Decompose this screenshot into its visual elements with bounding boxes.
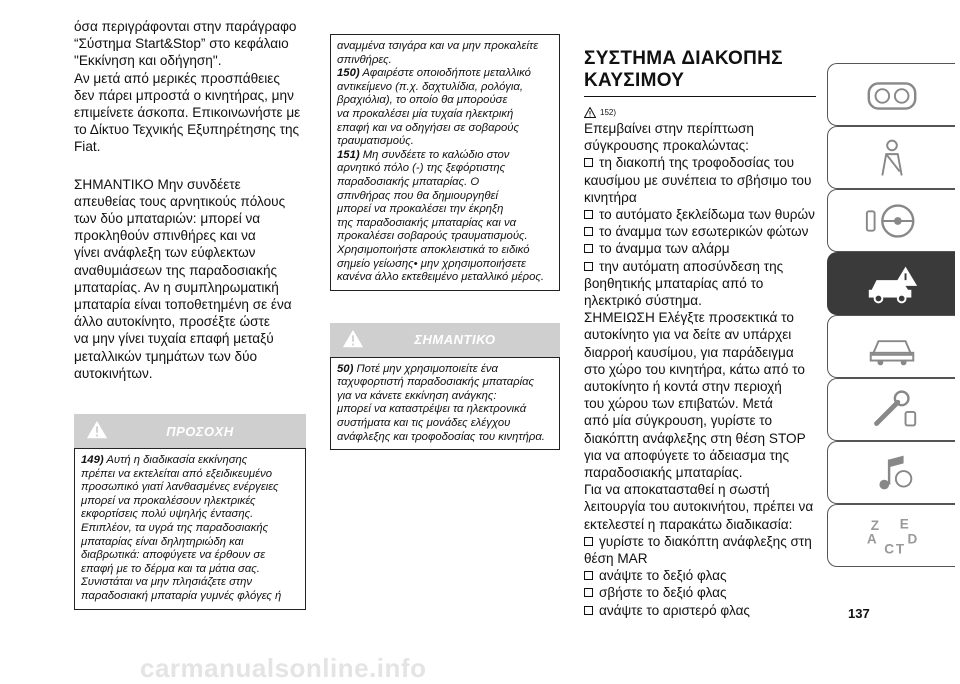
text-line: σύγκρουσης προκαλώντας: — [584, 138, 749, 154]
warning-triangle-icon — [584, 107, 596, 118]
list-item — [584, 292, 816, 309]
callout-text: διαβρωτικά: αποφύγετε να έρθουν σε — [81, 549, 266, 562]
text-line: μπαταρίας. Αν η συμπληρωματική — [74, 279, 279, 295]
text-line: αυτοκίνητο ή κοντά στην περιοχή — [584, 379, 782, 395]
page-number: 137 — [848, 606, 870, 621]
car-service-icon — [863, 325, 921, 369]
list-item-text: ηλεκτρικό σύστημα. — [584, 293, 702, 309]
list-item-text: γυρίστε το διακόπτη ανάφλεξης στη — [599, 533, 812, 549]
text-line: μπαταρία είναι τοποθετημένη σε ένα — [74, 297, 292, 313]
column-3 — [584, 48, 816, 619]
callout-text: βραχιόλια), το οποίο θα μπορούσε — [337, 94, 508, 107]
text-line: για να αποφύγετε το άδειασμα της — [584, 447, 790, 463]
section-body — [584, 120, 816, 619]
callout-text: σπινθήρες. — [337, 53, 392, 66]
callout-text: να προκαλέσει μία τυχαία ηλεκτρική — [337, 107, 514, 120]
callout-text: ανάφλεξης και τροφοδοσίας του κινητήρα. — [337, 430, 545, 443]
callout-text: επαφή και να οδηγήσει σε σοβαρούς — [337, 121, 519, 134]
section-title — [584, 48, 816, 97]
list-item-text: ανάψτε το δεξιό φλας — [599, 568, 727, 584]
text-line: γίνει ανάφλεξη των εύφλεκτων — [74, 245, 256, 261]
checkbox-icon — [584, 244, 593, 253]
index-letter: T — [895, 540, 904, 556]
callout-line — [81, 590, 299, 604]
callout-line — [81, 563, 299, 577]
text-line: αυτοκινήτων. — [74, 365, 153, 381]
text-line: των δύο μπαταριών: μπορεί να — [74, 211, 261, 227]
list-item — [584, 533, 816, 550]
callout-line — [81, 481, 299, 495]
list-item-text: το άναμμα των εσωτερικών φώτων — [599, 224, 809, 240]
text-line: από μία σύγκρουση, γυρίστε το — [584, 413, 773, 429]
tab-index[interactable] — [827, 504, 955, 567]
index-letter: E — [899, 515, 909, 531]
callout-text: Επιπλέον, τα υγρά της παραδοσιακής — [81, 522, 269, 535]
seatbelt-icon — [863, 136, 921, 180]
text-line: Για να αποκατασταθεί η σωστή — [584, 482, 770, 498]
callout-line — [81, 549, 299, 563]
important-box — [330, 323, 560, 451]
intro-paragraph — [74, 18, 306, 156]
callout-line — [337, 244, 553, 258]
text-line: αναθυμιάσεων της παραδοσιακής — [74, 262, 278, 278]
text-line: αυτοκίνητο για να δείτε αν υπάρχει — [584, 327, 792, 343]
text-line: επιμείνετε άσκοπα. Επικοινωνήστε με — [74, 105, 301, 121]
callout-line — [337, 230, 553, 244]
callout-text: κανένα άλλο εκτεθειμένο μεταλλικό μέρος. — [337, 271, 545, 284]
caution-title: ΠΡΟΣΟΧΗ — [166, 423, 234, 439]
text-line: παραδοσιακής μπαταρίας. — [584, 465, 743, 481]
callout-line — [337, 217, 553, 231]
callout-text: σπινθήρας που θα δημιουργηθεί — [337, 189, 498, 202]
text-line: διακόπτη ανάφλεξης στη θέση STOP — [584, 430, 806, 446]
callout-line — [81, 522, 299, 536]
list-item — [584, 584, 816, 601]
callout-text: Αυτή η διαδικασία εκκίνησης — [106, 454, 248, 467]
text-line: στο χώρο του κινητήρα, κάτω από το — [584, 361, 805, 377]
list-item — [584, 550, 816, 567]
callout-line — [337, 162, 553, 176]
callout-line — [81, 495, 299, 509]
callout-line — [337, 81, 553, 95]
callout-line — [337, 94, 553, 108]
index-letter: A — [866, 531, 877, 547]
checkbox-icon — [584, 588, 593, 597]
callout-text: προκαλέσει σοβαρούς τραυματισμούς. — [337, 230, 528, 243]
text-line: δεν πάρει μπροστά ο κινητήρας, μην — [74, 87, 294, 103]
callout-line — [337, 403, 553, 417]
list-item — [584, 172, 816, 189]
callout-text: Χρησιμοποιήστε αποκλειστικά το ειδικό — [337, 243, 530, 256]
dashboard-icon — [863, 73, 921, 117]
list-item-text: την αυτόματη αποσύνδεση της — [599, 258, 784, 274]
alphabet-index-icon — [863, 514, 921, 558]
note-number: 150) — [337, 67, 360, 80]
text-line: να μην γίνει τυχαία επαφή μεταξύ — [74, 331, 274, 347]
callout-line — [337, 176, 553, 190]
tab-driving[interactable] — [827, 189, 955, 252]
list-item-text: καυσίμου με συνέπεια το σβήσιμο του — [584, 172, 812, 188]
callout-line — [337, 108, 553, 122]
text-line: του χώρου των επιβατών. Μετά — [584, 396, 773, 412]
callout-line — [81, 508, 299, 522]
callout-line — [337, 258, 553, 272]
text-line: “Σύστημα Start&Stop” στο κεφάλαιο — [74, 36, 289, 52]
list-item — [584, 567, 816, 584]
section-title-line: ΚΑΥΣΙΜΟΥ — [584, 70, 685, 91]
watermark: carmanualsonline.info — [140, 653, 427, 683]
caution-box — [74, 414, 306, 610]
text-line: "Εκκίνηση και οδήγηση". — [74, 53, 222, 69]
callout-text: επαφή με το δέρμα και τα μάτια σας. — [81, 562, 260, 575]
reference-line — [584, 107, 816, 118]
text-line: Επεμβαίνει στην περίπτωση — [584, 121, 754, 136]
list-item — [584, 206, 816, 223]
callout-line — [337, 376, 553, 390]
callout-text: Συνιστάται να μην πλησιάζετε στην — [81, 576, 253, 589]
callout-text: σημείο γείωσης• μην χρησιμοποιήσετε — [337, 257, 526, 270]
text-line: προκληθούν σπινθήρες και να — [74, 228, 256, 244]
list-item — [584, 240, 816, 257]
caution-text — [74, 448, 306, 610]
section-title-line: ΣΥΣΤΗΜΑ ΔΙΑΚΟΠΗΣ — [584, 48, 783, 69]
callout-text: Αφαιρέστε οποιοδήποτε μεταλλικό — [362, 67, 531, 80]
callout-line — [81, 536, 299, 550]
callout-text: μπαταρίας είναι δηλητηριώδη και — [81, 535, 244, 548]
caution-header — [74, 414, 306, 448]
index-letter: Z — [870, 517, 879, 533]
callout-text: για να κάνετε εκκίνηση ανάγκης: — [337, 389, 497, 402]
text-line: το Δίκτυο Τεχνικής Εξυπηρέτησης της — [74, 122, 300, 138]
list-item — [584, 602, 816, 619]
callout-line — [81, 454, 299, 468]
callout-line — [81, 468, 299, 482]
callout-text: τραυματισμούς. — [337, 135, 414, 148]
tab-multimedia[interactable] — [827, 441, 955, 504]
list-item-text: το αυτόματο ξεκλείδωμα των θυρών — [599, 207, 815, 223]
checkbox-icon — [584, 227, 593, 236]
list-item — [584, 189, 816, 206]
important-text — [330, 357, 560, 451]
important-header — [330, 323, 560, 357]
callout-line — [337, 271, 553, 285]
callout-text: μπορεί να προκαλέσει την έκρηξη — [337, 203, 504, 216]
callout-text: μπορεί να προκαλέσουν ηλεκτρικές — [81, 494, 256, 507]
callout-line — [337, 54, 553, 68]
index-letter: D — [906, 531, 917, 547]
wrench-icon — [863, 388, 921, 432]
callout-text: συστήματα και τις μονάδες ελέγχου — [337, 417, 511, 430]
callout-text: ταχυφορτιστή παραδοσιακής μπαταρίας — [337, 376, 535, 389]
checkbox-icon — [584, 571, 593, 580]
callout-line — [337, 417, 553, 431]
checkbox-icon — [584, 537, 593, 546]
callout-text: προσωπικό γιατί λανθασμένες ενέργειες — [81, 481, 279, 494]
callout-line — [337, 203, 553, 217]
list-item — [584, 275, 816, 292]
callout-text: εκφορτίσεις πολύ υψηλής έντασης. — [81, 508, 254, 521]
text-line: εκτελεστεί η παρακάτω διαδικασία: — [584, 516, 793, 532]
text-line: όσα περιγράφονται στην παράγραφο — [74, 19, 297, 34]
checkbox-icon — [584, 158, 593, 167]
index-letter: C — [883, 540, 894, 556]
tab-dashboard[interactable] — [827, 63, 955, 126]
callout-text: της παραδοσιακής μπαταρίας και να — [337, 216, 517, 229]
checkbox-icon — [584, 210, 593, 219]
steering-wheel-icon — [863, 199, 921, 243]
tab-maintenance[interactable] — [827, 315, 955, 378]
callout-text: παραδοσιακή μπαταρία γυμνές φλόγες ή — [81, 590, 282, 602]
note-number: 151) — [337, 148, 360, 161]
text-line: διαρροή καυσίμου, για παράδειγμα — [584, 344, 794, 360]
text-line: μεταλλικών τμημάτων των δύο — [74, 348, 258, 364]
callout-text: Μη συνδέετε το καλώδιο στον — [362, 148, 510, 161]
text-line: ΣΗΜΕΙΩΣΗ Ελέγξτε προσεκτικά το — [584, 310, 794, 326]
callout-line — [337, 149, 553, 163]
callout-line — [81, 576, 299, 590]
important-title: ΣΗΜΑΝΤΙΚΟ — [414, 332, 496, 348]
list-item-text: βοηθητικής μπαταρίας από το — [584, 275, 764, 291]
list-item-text: κινητήρα — [584, 189, 637, 205]
list-item-text: θέση MAR — [584, 551, 648, 567]
music-note-icon — [863, 451, 921, 495]
callout-line — [337, 431, 553, 445]
warning-triangle-icon — [342, 328, 364, 350]
checkbox-icon — [584, 606, 593, 615]
checkbox-icon — [584, 262, 593, 271]
caution-continued-text — [330, 34, 560, 291]
note-number: 149) — [81, 454, 104, 467]
column-2 — [330, 34, 560, 450]
list-item-text: ανάψτε το αριστερό φλας — [599, 602, 750, 618]
column-1 — [74, 18, 306, 610]
list-item-text: σβήστε το δεξιό φλας — [599, 585, 727, 601]
callout-text: πρέπει να εκτελείται από εξειδικευμένο — [81, 467, 273, 480]
callout-line — [337, 135, 553, 149]
text-line: άλλο αυτοκίνητο, προσέξτε ώστε — [74, 314, 270, 330]
text-line: απευθείας τους αρνητικούς πόλους — [74, 193, 286, 209]
callout-text: αρνητικό πόλο (-) της ξεφόρτιστης — [337, 162, 506, 175]
list-item — [584, 258, 816, 275]
warning-triangle-icon — [86, 419, 108, 441]
tab-emergency[interactable] — [827, 252, 955, 315]
text-line: λειτουργία του αυτοκινήτου, πρέπει να — [584, 499, 814, 515]
text-line: ΣΗΜΑΝΤΙΚΟ Μην συνδέετε — [74, 176, 241, 192]
list-item-text: τη διακοπή της τροφοδοσίας του — [599, 155, 795, 171]
tab-technical-data[interactable] — [827, 378, 955, 441]
callout-text: παραδοσιακής μπαταρίας. Ο — [337, 175, 480, 188]
reference-number: 152) — [600, 108, 617, 117]
callout-line — [337, 390, 553, 404]
emergency-car-icon — [863, 262, 921, 306]
text-line: Fiat. — [74, 139, 101, 155]
list-item-text: το άναμμα των αλάρμ — [599, 241, 730, 257]
callout-text: αναμμένα τσιγάρα και να μην προκαλείτε — [337, 40, 539, 52]
note-number: 50) — [337, 362, 354, 375]
important-paragraph — [74, 176, 306, 382]
callout-line — [337, 122, 553, 136]
list-item — [584, 223, 816, 240]
callout-line — [337, 40, 553, 54]
list-item — [584, 154, 816, 171]
text-line: Αν μετά από μερικές προσπάθειες — [74, 70, 280, 86]
callout-text: αντικείμενο (π.χ. δαχτυλίδια, ρολόγια, — [337, 80, 523, 93]
callout-text: Ποτέ μην χρησιμοποιείτε ένα — [356, 362, 498, 375]
callout-line — [337, 67, 553, 81]
callout-text: μπορεί να καταστρέψει τα ηλεκτρονικά — [337, 403, 527, 416]
callout-line — [337, 190, 553, 204]
tab-safety[interactable] — [827, 126, 955, 189]
callout-line — [337, 363, 553, 377]
